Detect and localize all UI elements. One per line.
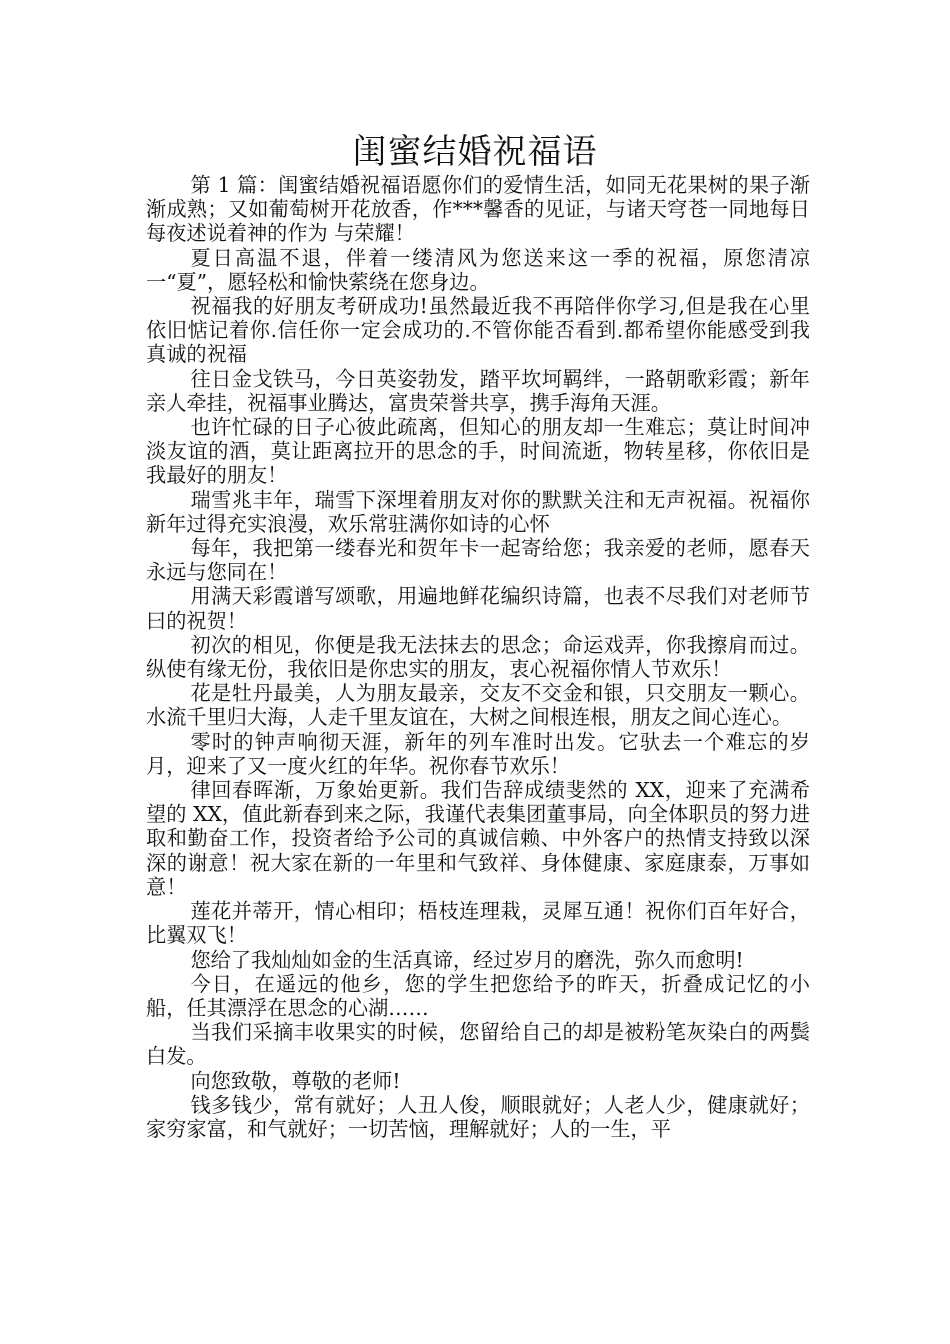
- paragraph: 也许忙碌的日子心彼此疏离，但知心的朋友却一生难忘；莫让时间冲淡友谊的酒，莫让距离拉开的思念的手，时间流逝，物转星移，你依旧是我最好的朋友！: [146, 415, 810, 488]
- paragraph: 每年，我把第一缕春光和贺年卡一起寄给您；我亲爱的老师，愿春天永远与您同在！: [146, 536, 810, 585]
- paragraph: 莲花并蒂开，情心相印；梧枝连理栽，灵犀互通！祝你们百年好合，比翼双飞！: [146, 899, 810, 948]
- paragraph: 夏日高温不退，伴着一缕清风为您送来这一季的祝福，原您清凉一“夏”，愿轻松和愉快萦绕在您身边。: [146, 245, 810, 294]
- paragraph: 第 1 篇：闺蜜结婚祝福语愿你们的爱情生活，如同无花果树的果子渐渐成熟；又如葡萄树开花放香，作***馨香的见证，与诸天穹苍一同地每日每夜述说着神的作为 与荣耀！: [146, 173, 810, 246]
- paragraph: 零时的钟声响彻天涯，新年的列车准时出发。它驮去一个难忘的岁月，迎来了又一度火红的年华。祝你春节欢乐！: [146, 729, 810, 778]
- paragraph: 花是牡丹最美，人为朋友最亲，交友不交金和银，只交朋友一颗心。水流千里归大海，人走千里友谊在，大树之间根连根，朋友之间心连心。: [146, 681, 810, 730]
- paragraph: 今日，在遥远的他乡，您的学生把您给予的昨天，折叠成记忆的小船，任其漂浮在思念的心湖……: [146, 971, 810, 1020]
- paragraph: 向您致敬，尊敬的老师!: [190, 1068, 401, 1093]
- document-body: [146, 173, 810, 1141]
- paragraph: 您给了我灿灿如金的生活真谛，经过岁月的磨洗，弥久而愈明!: [190, 947, 744, 972]
- paragraph: 往日金戈铁马，今日英姿勃发，踏平坎坷羁绊，一路朝歌彩霞；新年亲人牵挂，祝福事业腾达，富贵荣誉共享，携手海角天涯。: [146, 366, 810, 415]
- paragraph: 祝福我的好朋友考研成功!虽然最近我不再陪伴你学习,但是我在心里依旧惦记着你.信任你一定会成功的.不管你能否看到.都希望你能感受到我真诚的祝福: [146, 294, 810, 367]
- paragraph: 当我们采摘丰收果实的时候，您留给自己的却是被粉笔灰染白的两鬓白发。: [146, 1020, 810, 1069]
- paragraph: 钱多钱少，常有就好；人丑人俊，顺眼就好；人老人少，健康就好；家穷家富，和气就好；一切苦恼，理解就好；人的一生，平: [146, 1092, 810, 1141]
- paragraph: 瑞雪兆丰年，瑞雪下深埋着朋友对你的默默关注和无声祝福。祝福你新年过得充实浪漫，欢乐常驻满你如诗的心怀: [146, 487, 810, 536]
- paragraph: 初次的相见，你便是我无法抹去的思念；命运戏弄，你我擦肩而过。纵使有缘无份，我依旧是你忠实的朋友，衷心祝福你情人节欢乐！: [146, 632, 810, 682]
- paragraph: 用满天彩霞谱写颂歌，用遍地鲜花编织诗篇，也表不尽我们对老师节曰的祝贺！: [146, 584, 810, 633]
- paragraph: 律回春晖渐，万象始更新。我们告辞成绩斐然的 XX，迎来了充满希望的 XX，值此新春到来之际，我谨代表集团董事局，向全体职员的努力进取和勤奋工作，投资者给予公司的真诚信赖、中外客户的热情支持致以深深的谢意！祝大家在新的一年里和气致祥、身体健康、家庭康泰，万事如意！: [146, 778, 810, 899]
- document-title: 闺蜜结婚祝福语: [352, 132, 598, 172]
